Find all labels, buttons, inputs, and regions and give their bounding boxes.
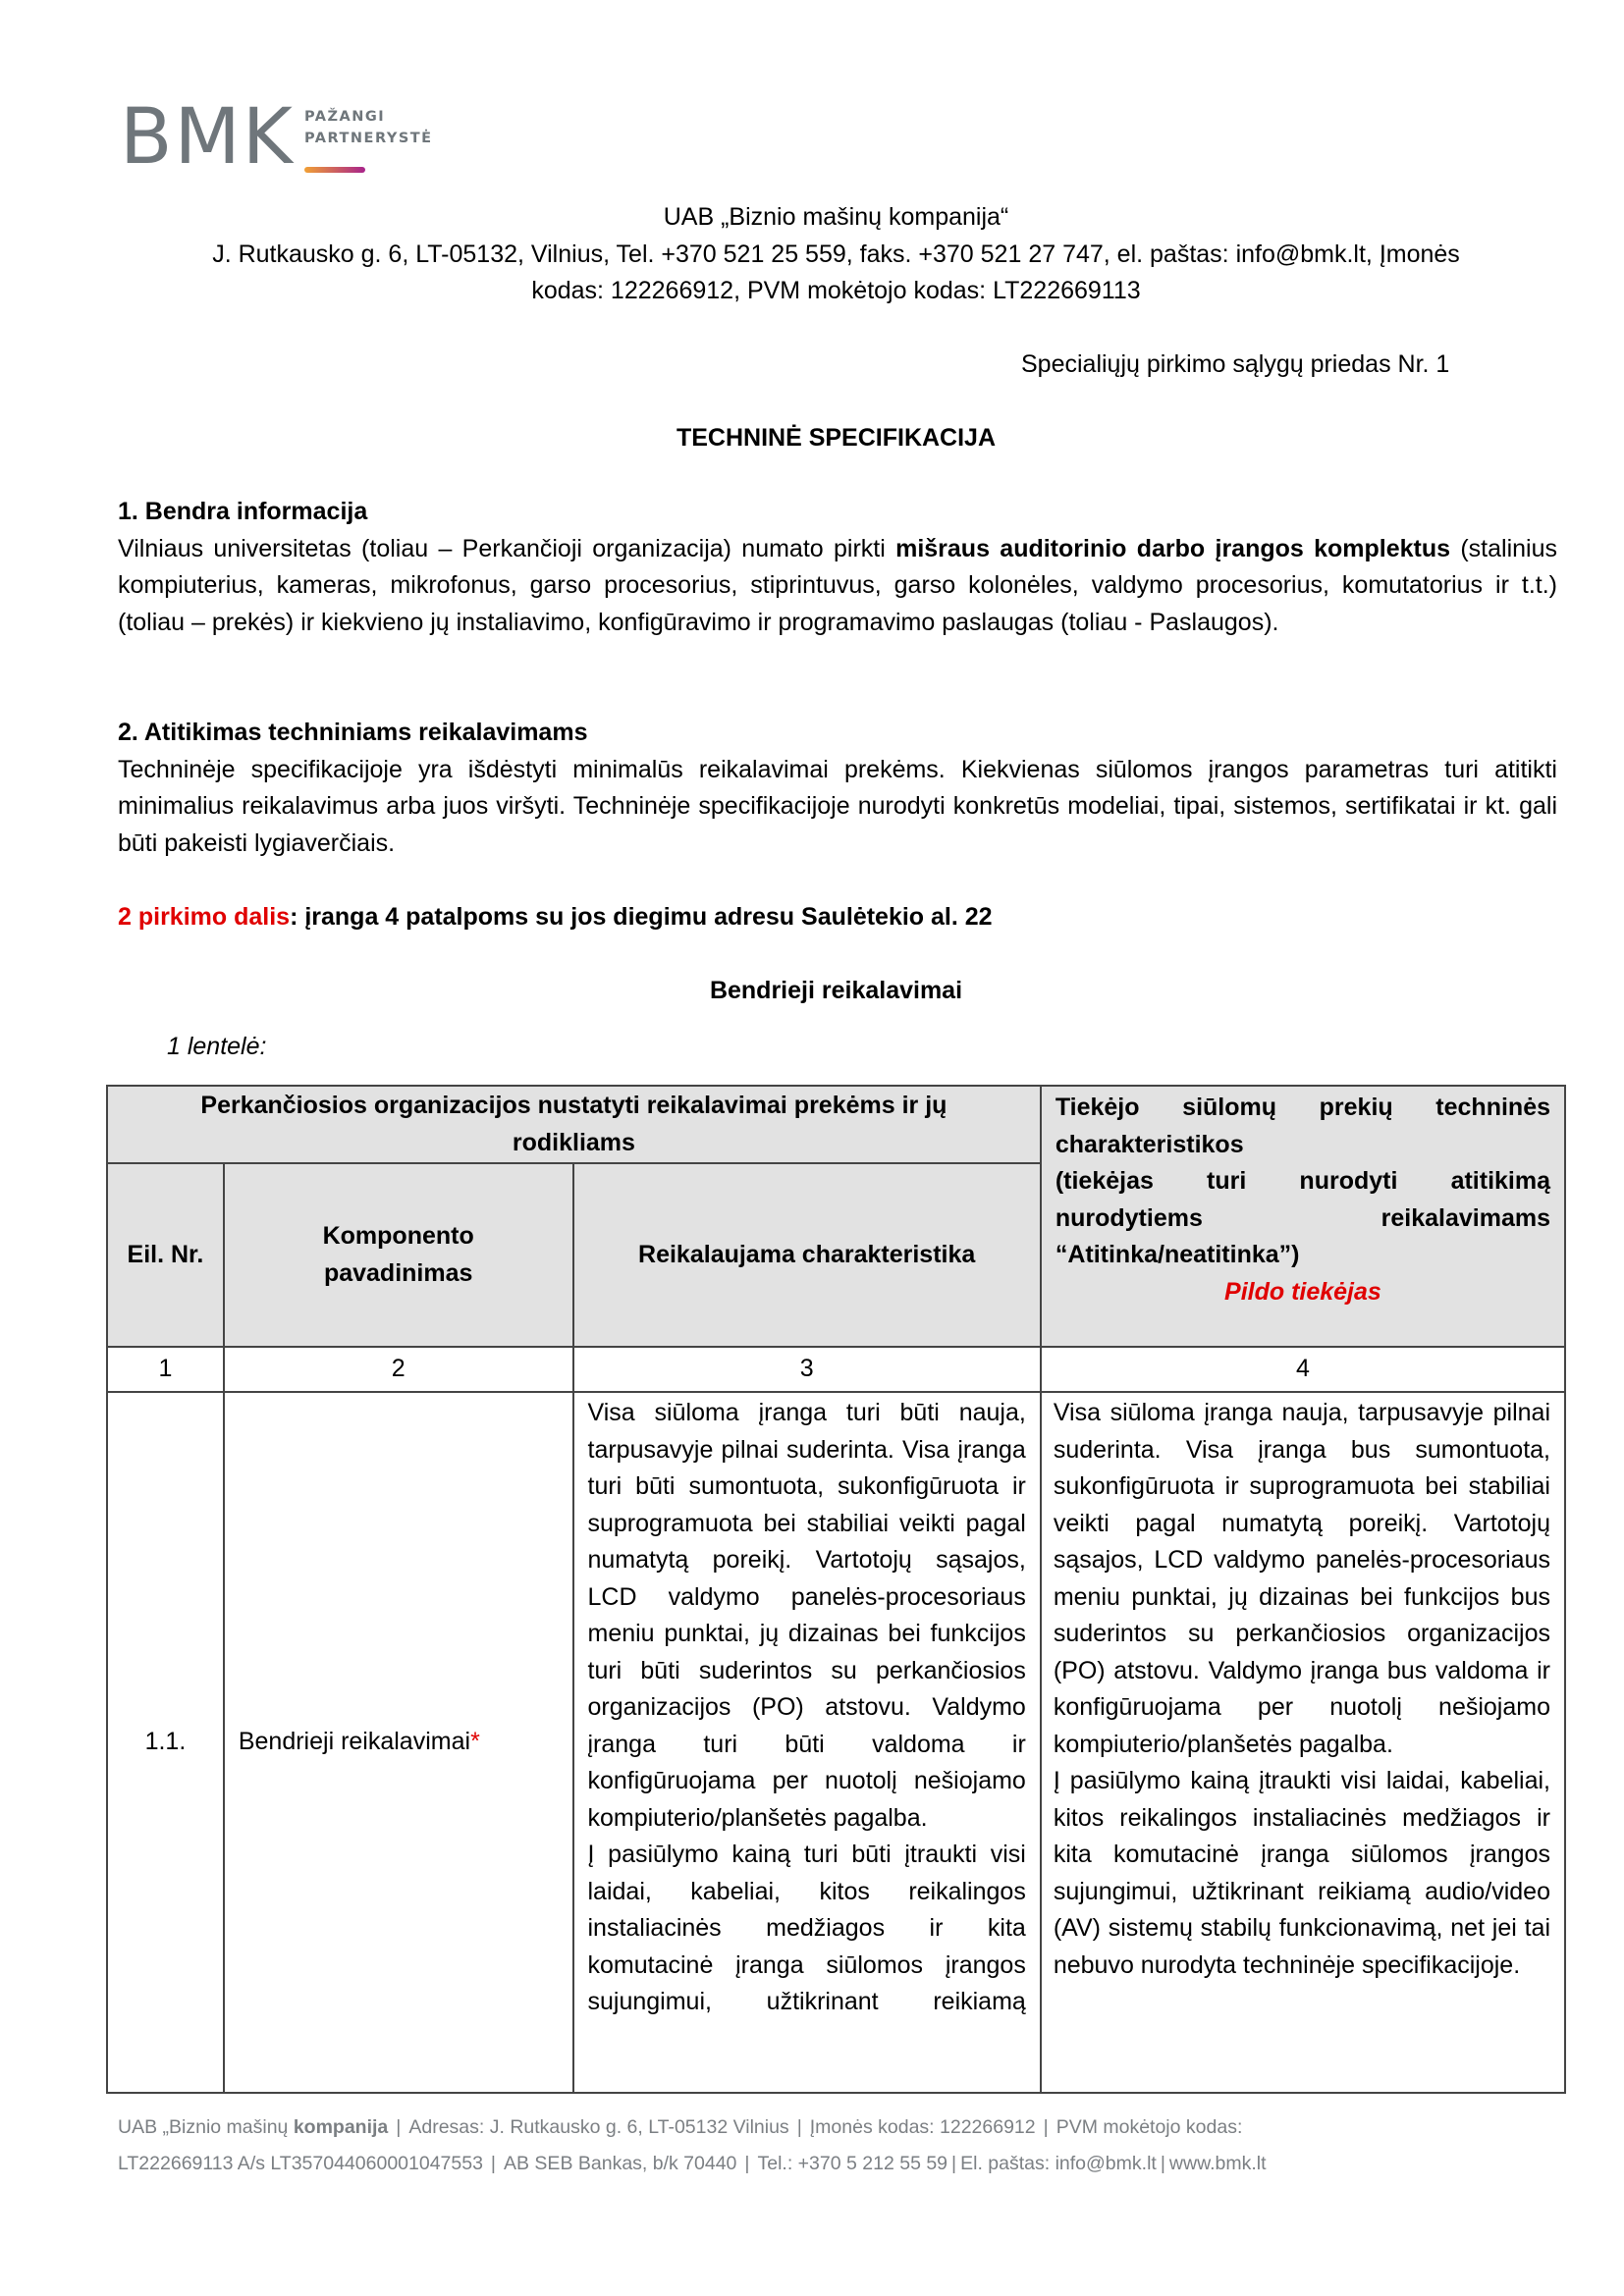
footer-address: Adresas: J. Rutkausko g. 6, LT-05132 Vilnius: [408, 2116, 789, 2138]
column-number: 1: [107, 1347, 224, 1392]
section-2-heading: 2. Atitikimas techniniams reikalavimams: [118, 719, 588, 746]
footer-email[interactable]: El. paštas: info@bmk.lt: [960, 2153, 1157, 2174]
column-number: 2: [224, 1347, 573, 1392]
supplier-header-note: Pildo tiekėjas: [1224, 1277, 1381, 1306]
table-caption: 1 lentelė:: [167, 1033, 267, 1060]
purchase-part-description: : įranga 4 patalpoms su jos diegimu adresu Saulėtekio al. 22: [290, 903, 993, 931]
row-number: 1.1.: [107, 1392, 224, 2093]
footer-vat-label: PVM mokėtojo kodas:: [1056, 2116, 1243, 2138]
annex-label: Specialiųjų pirkimo sąlygų priedas Nr. 1: [1021, 350, 1450, 378]
section-1-text-bold: mišraus auditorinio darbo įrangos komplektus: [895, 534, 1451, 562]
footer-company-bold: kompanija: [293, 2116, 389, 2138]
company-header: [106, 199, 1566, 310]
purchase-part-heading: [118, 899, 993, 936]
row-component-name: Bendrieji reikalavimai: [238, 1728, 471, 1756]
row-supplier-response: [1041, 1392, 1565, 2093]
company-codes: kodas: 122266912, PVM mokėtojo kodas: LT222669113: [531, 277, 1141, 304]
table-row: [107, 1392, 1565, 2093]
purchase-part-label: 2 pirkimo dalis: [118, 903, 291, 931]
column-header-component: Komponento pavadinimas: [224, 1163, 573, 1347]
requirement-paragraph: Į pasiūlymo kainą turi būti įtraukti visi laidai, kabeliai, kitos reikalingos instaliacinės medžiagos ir kita komutacinė įranga siūlomos įrangos sujungimui, užtikrinant reikiamą: [587, 1841, 1026, 2015]
footer-company-prefix: UAB „Biznio mašinų: [118, 2116, 294, 2138]
company-name: UAB „Biznio mašinų kompanija“: [663, 203, 1009, 231]
logo-tagline: [304, 106, 433, 149]
company-logo: [120, 93, 454, 182]
logo-tagline-line1: PAŽANGI: [304, 109, 386, 125]
logo-tagline-line2: PARTNERYSTĖ: [304, 131, 433, 146]
section-1-heading: 1. Bendra informacija: [118, 498, 368, 525]
required-asterisk: *: [470, 1728, 480, 1756]
footer-vat-account: LT222669113 A/s LT357044060001047553: [118, 2153, 483, 2174]
footer-company-code: Įmonės kodas: 122266912: [809, 2116, 1036, 2138]
page-footer: [118, 2109, 1267, 2182]
requirements-table: [106, 1085, 1566, 2094]
section-1-text: [118, 531, 1557, 642]
company-address: J. Rutkausko g. 6, LT-05132, Vilnius, Tel. +370 521 25 559, faks. +370 521 27 747, el. paštas: info@bmk.lt, Įmonės: [212, 240, 1460, 268]
row-component: [224, 1392, 573, 2093]
logo-gradient-bar: [304, 167, 365, 173]
requirement-paragraph: Visa siūloma įranga turi būti nauja, tarpusavyje pilnai suderinta. Visa įranga turi būti sumontuota, sukonfigūruota ir suprogramuota bei stabiliai veikti pagal numatytą poreikį. Vartotojų sąsajos, LCD valdymo panelės-procesoriaus meniu punktai, jų dizainas bei funkcijos turi būti suderintos su perkančiosios organizacijos (PO) atstovu. Valdymo įranga turi būti valdoma ir konfigūruojama per nuotolį nešiojamo kompiuterio/planšetės pagalba.: [587, 1399, 1026, 1832]
table-section-title: Bendrieji reikalavimai: [709, 977, 963, 1004]
footer-line-1: UAB „Biznio mašinų kompanija | Adresas: J. Rutkausko g. 6, LT-05132 Vilnius | Įmonės kodas: 122266912 | PVM mokėtojo kodas:: [118, 2116, 1243, 2138]
footer-line-2: LT222669113 A/s LT357044060001047553 | AB SEB Bankas, b/k 70440 | Tel.: +370 5 212 55 59 | El. paštas: info@bmk.lt | www.bmk.lt: [118, 2153, 1267, 2174]
supplier-paragraph: Į pasiūlymo kainą įtraukti visi laidai, kabeliai, kitos reikalingos instaliacinės medžiagos ir kita komutacinė įranga siūlomos įrangos sujungimui, užtikrinant reikiamą audio/video (AV) sistemų stabilų funkcionavimą, net jei tai nebuvo nurodyta techninėje specifikacijoje.: [1053, 1767, 1550, 1979]
section-general-info: [118, 494, 1557, 641]
footer-company: [118, 2116, 388, 2138]
table-column-numbers-row: [107, 1347, 1565, 1392]
section-1-text-part: Vilniaus universitetas (toliau – Perkančioji organizacija) numato pirkti: [118, 534, 896, 562]
footer-website-link[interactable]: www.bmk.lt: [1168, 2153, 1267, 2174]
buyer-requirements-header: Perkančiosios organizacijos nustatyti reikalavimai prekėms ir jų rodikliams: [107, 1086, 1041, 1163]
logo-wordmark: BMK: [120, 93, 295, 182]
table-header-row-group: [107, 1086, 1565, 1163]
section-2-text: Techninėje specifikacijoje yra išdėstyti minimalūs reikalavimai prekėms. Kiekvienas siūlomos įrangos parametras turi atitikti minimalius reikalavimus arba juos viršyti. Techninėje specifikacijoje nurodyti konkretūs modeliai, tipai, sistemos, sertifikatai ir kt. gali būti pakeisti lygiaverčiais.: [118, 755, 1557, 857]
section-1-text-part: (stalinius kompiuterius, kameras, mikrofonus, garso procesorius, stiprintuvus, garso kolonėles, valdymo procesorius, komutatorius ir t.t.) (toliau – prekės) ir kiekvieno jų instaliavimo, konfigūravimo ir programavimo paslaugas (toliau - Paslaugos).: [118, 534, 1558, 636]
column-header-requirement: Reikalaujama charakteristika: [573, 1163, 1041, 1347]
document-title: TECHNINĖ SPECIFIKACIJA: [676, 424, 997, 452]
section-compliance: [118, 715, 1557, 862]
column-number: 4: [1041, 1347, 1565, 1392]
row-requirement: [573, 1392, 1041, 2093]
footer-bank: AB SEB Bankas, b/k 70440: [504, 2153, 737, 2174]
column-number: 3: [573, 1347, 1041, 1392]
supplier-header-instruction: (tiekėjas turi nurodyti atitikimą nurodytiems reikalavimams “Atitinka/neatitinka”): [1055, 1167, 1550, 1268]
supplier-paragraph: Visa siūloma įranga nauja, tarpusavyje pilnai suderinta. Visa įranga bus sumontuota, sukonfigūruota ir suprogramuota bei stabiliai veikti pagal numatytą poreikį. Vartotojų sąsajos, LCD valdymo panelės-procesoriaus meniu punktai, jų dizainas bei funkcijos bus suderintos su perkančiosios organizacijos (PO) atstovu. Valdymo įranga bus valdoma ir konfigūruojama per nuotolį nešiojamo kompiuterio/planšetės pagalba.: [1053, 1399, 1550, 1758]
supplier-header-title: Tiekėjo siūlomų prekių techninės charakteristikos: [1055, 1094, 1550, 1158]
footer-phone: Tel.: +370 5 212 55 59: [757, 2153, 948, 2174]
column-header-no: Eil. Nr.: [107, 1163, 224, 1347]
supplier-characteristics-header: [1041, 1086, 1565, 1347]
